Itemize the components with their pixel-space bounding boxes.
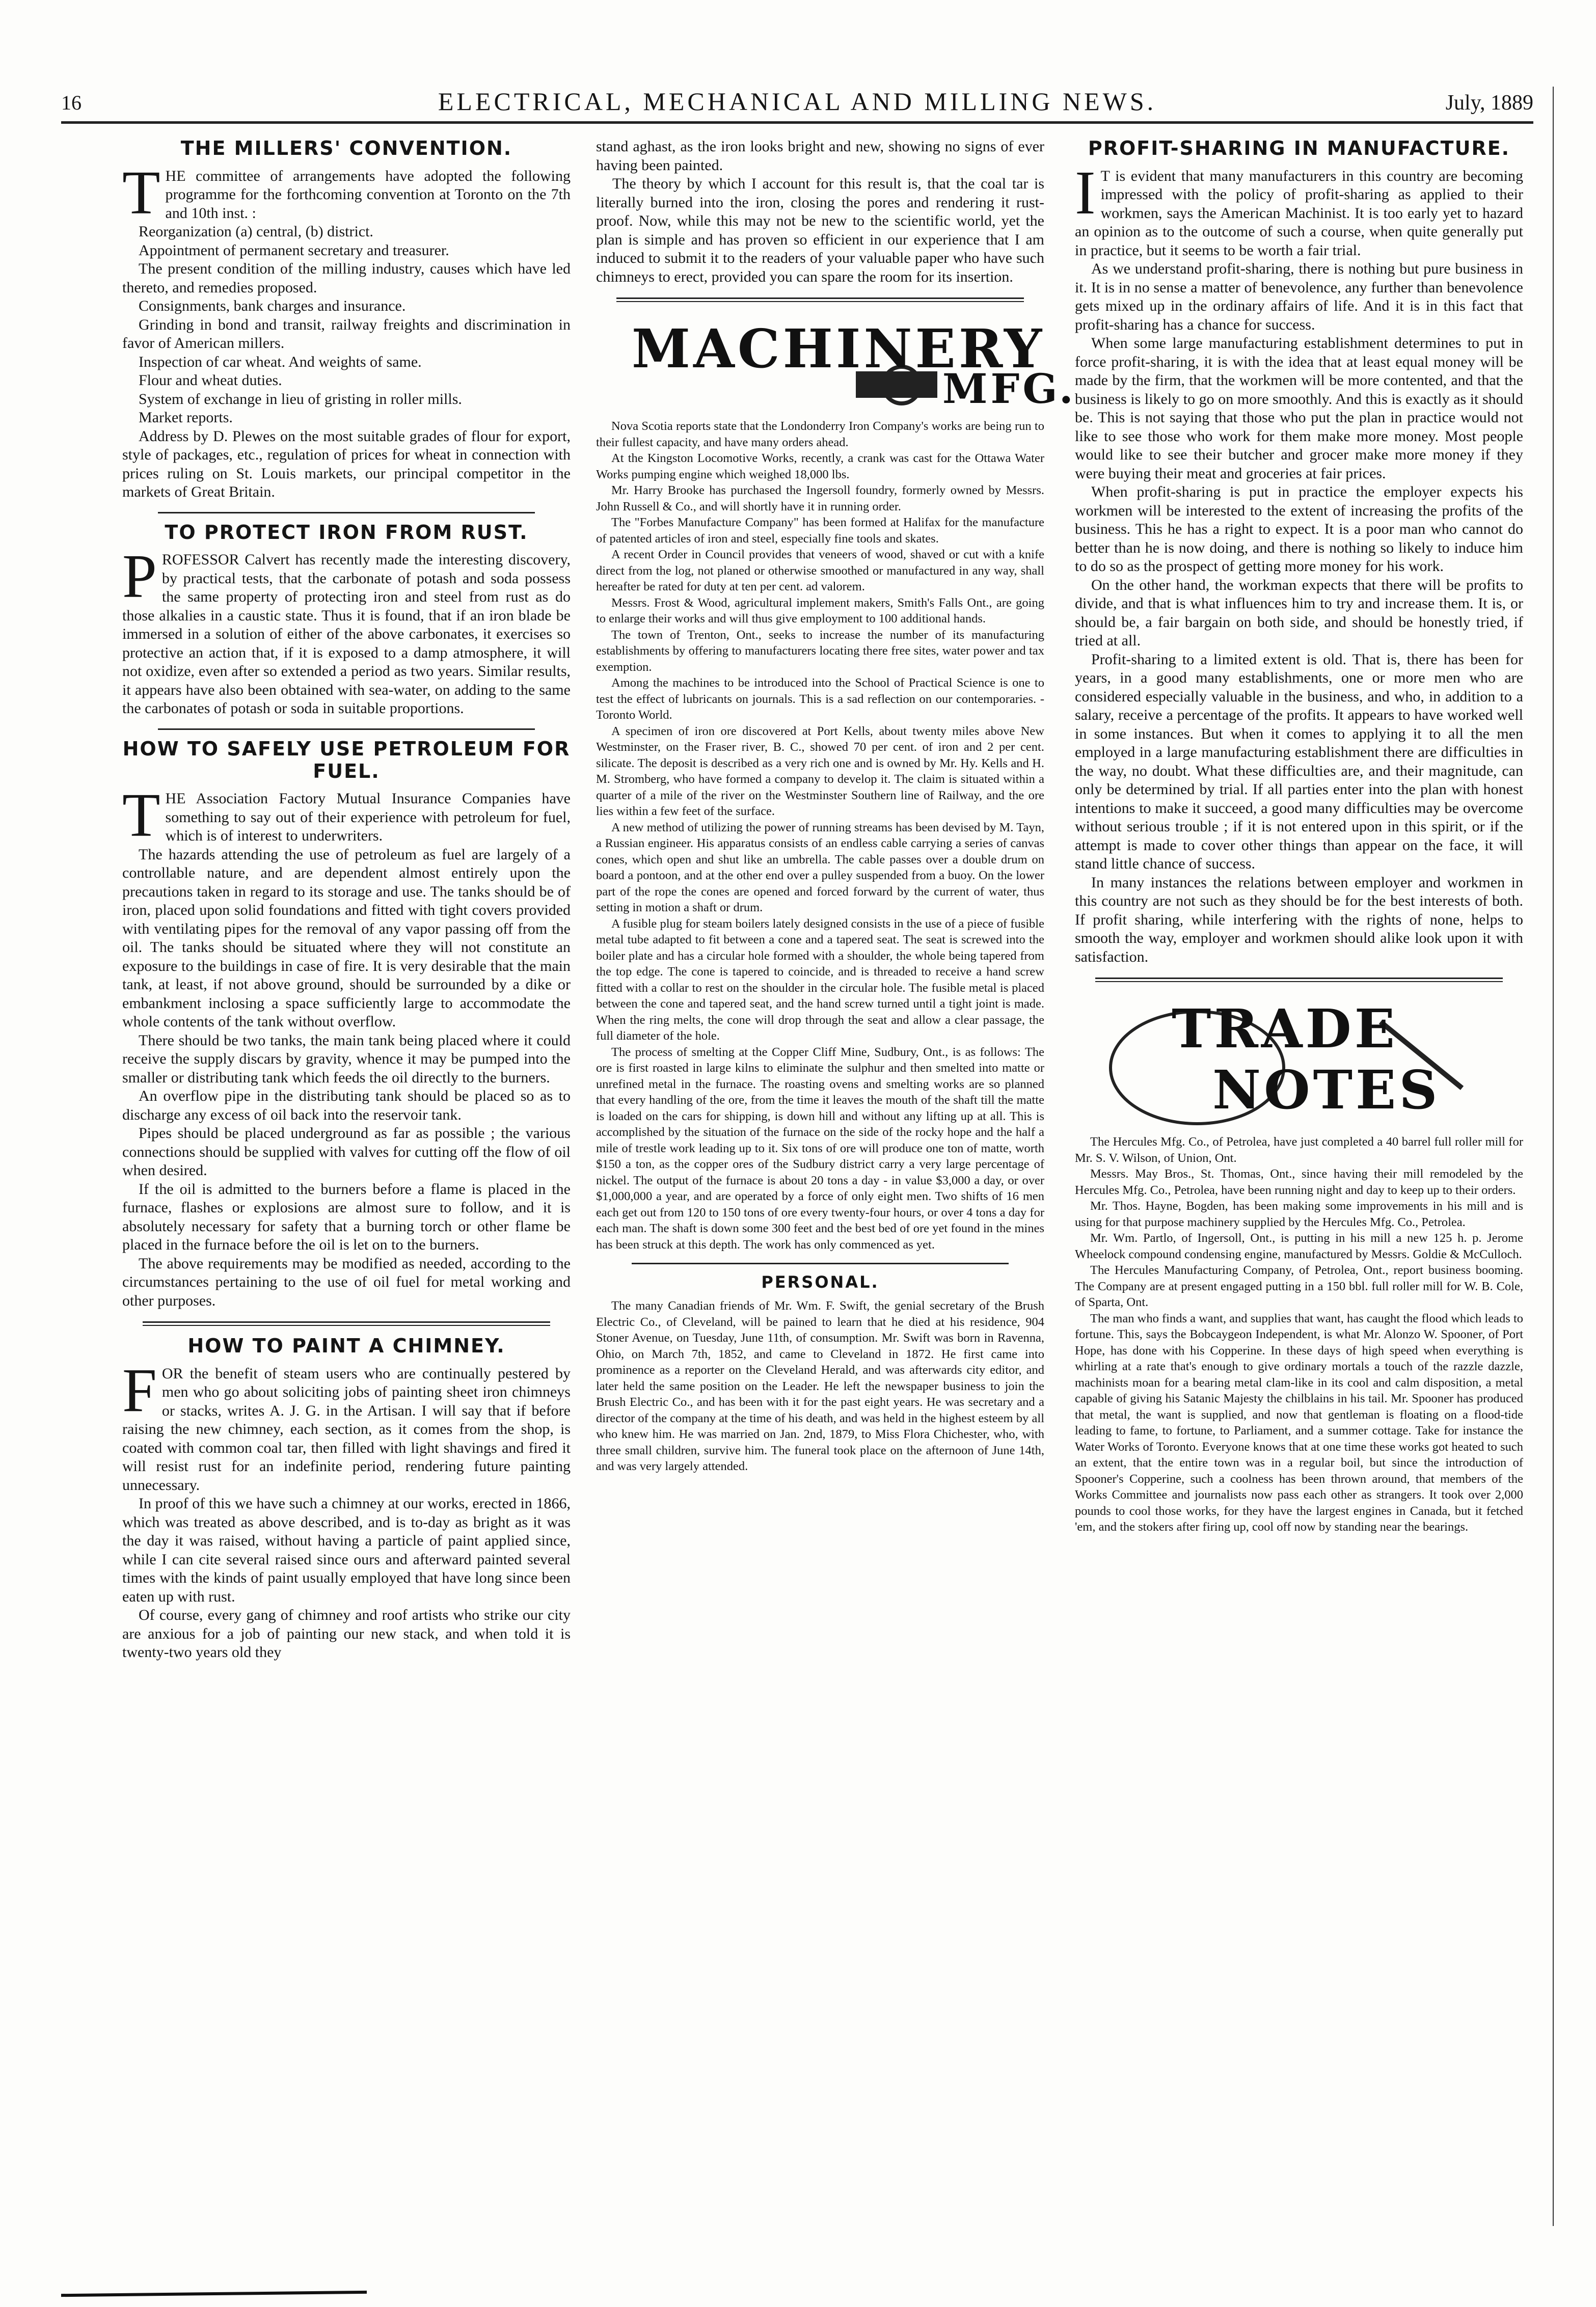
petroleum-paragraph: An overflow pipe in the distributing tank should be placed so as to discharge any excess of oil back into the reservoir tank. [122, 1088, 571, 1123]
trade-notes-logo-art [1095, 991, 1503, 1129]
petroleum-paragraph: The above requirements may be modified as needed, according to the circumstances pertaining to the use of oil fuel for metal working and other purposes. [122, 1255, 571, 1309]
programme-item: Grinding in bond and transit, railway freights and discrimination in favor of American millers. [122, 316, 571, 352]
page-number: 16 [61, 91, 82, 114]
trade-notes-list [1075, 1134, 1523, 1535]
news-item: The "Forbes Manufacture Company" has been formed at Halifax for the manufacture of patented articles of iron and steel, especially fine tools and skates. [596, 515, 1044, 546]
profit-paragraph: When profit-sharing is put in practice the employer expects his workmen will be interested to the extent of increasing the profits of the business. This he has a right to expect. It is a poor man who cannot do better than he is now doing, and there is nothing so likely to induce him to do so as the prospect of getting more money for his work. [1075, 483, 1523, 575]
logo-suffix: MFG. [942, 365, 1076, 413]
heading-paint-chimney: HOW TO PAINT A CHIMNEY. [187, 1335, 505, 1358]
programme-item: The present condition of the milling industry, causes which have led thereto, and remedies proposed. [122, 260, 571, 296]
petroleum-paragraph: THE Association Factory Mutual Insurance Companies have something to say out of their experience with petroleum for fuel, which is of interest to underwriters. [122, 781, 571, 850]
trade-note: Mr. Wm. Partlo, of Ingersoll, Ont., is putting in his mill a new 125 h. p. Jerome Wheelock compound condensing engine, manufactured by Messrs. Goldie & McCulloch. [1075, 1231, 1523, 1261]
double-divider [143, 1321, 550, 1326]
news-item: The process of smelting at the Copper Cliff Mine, Sudbury, Ont., is as follows: The ore is first roasted in large kilns to eliminate the sulphur and then smelted into matte or unrefined metal in the furnace. The roasting ovens and smelting works are so planned that every handling of the ore, from the time it leaves the mouth of the shaft till the matte is loaded on the cars for shipping, is down hill and without any lifting up at all. This is accomplished by the situation of the furnace on the side of the rocky hope and the half a mile of trestle work leading up to it. Six tons of ore will produce one ton of matte, worth $150 a ton, as the copper ores of the Sudbury district carry a very large percentage of nickel. The output of the furnace is about 20 tons a day - in value $3,000 a day, or over $1,000,000 a year, and are operated by a force of only eight men. Two shifts of 16 men each get out from 120 to 150 tons of ore every twenty-four hours, or over 4 tons a day for each man. The shaft is down some 300 feet and the best bed of ore yet found in the mines has been struck at this depth. The work has only commenced as yet. [596, 1045, 1044, 1252]
logo-word-notes: NOTES [1212, 1058, 1441, 1122]
news-item: At the Kingston Locomotive Works, recently, a crank was cast for the Ottawa Water Works pumping engine which weighed 18,000 lbs. [596, 451, 1044, 481]
trade-note: Mr. Thos. Hayne, Bogden, has been making some improvements in his mill and is using for that purpose machinery supplied by the Hercules Mfg. Co., Petrolea. [1075, 1199, 1523, 1229]
double-divider [616, 297, 1024, 302]
chimney-paragraph: In proof of this we have such a chimney at our works, erected in 1866, which was treated as above described, and is to-day as bright as it was the day it was raised, without having a particle of paint applied since, while I can cite several raised since ours and afterward painted several times with the kinds of paint usually employed that have long since been eaten up with rust. [122, 1495, 571, 1605]
programme-list [122, 223, 571, 427]
bleed-through-margin [1553, 87, 1594, 2226]
heading-profit-sharing: PROFIT-SHARING IN MANUFACTURE. [1088, 137, 1510, 159]
divider [158, 728, 535, 730]
news-item: The town of Trenton, Ont., seeks to increase the number of its manufacturing establishments by offering to manufacturers locating there free sites, water power and tax exemption. [596, 628, 1044, 674]
programme-item: Appointment of permanent secretary and treasurer. [139, 241, 449, 259]
logo-word: MACHINERY [632, 317, 1045, 380]
double-divider [1095, 978, 1503, 982]
masthead [61, 87, 1533, 117]
trade-note: The Hercules Mfg. Co., of Petrolea, have just completed a 40 barrel full roller mill for Mr. S. V. Wilson, of Union, Ont. [1075, 1135, 1523, 1165]
profit-paragraph: In many instances the relations between employer and workmen in this country are not such as they should be for the best interests of both. If profit sharing, while interfering with the rights of none, helps to smooth the way, employer and workmen should alike look upon it with satisfaction. [1075, 874, 1523, 965]
programme-item: Inspection of car wheat. And weights of same. [139, 353, 422, 370]
personal-paragraph: The many Canadian friends of Mr. Wm. F. Swift, the genial secretary of the Brush Electric Co., of Cleveland, will be pained to learn that he died at his residence, 904 Stoner Avenue, on Tuesday, June 11th, of consumption. Mr. Swift was born in Ravenna, Ohio, on March 7th, 1852, and came to Cleveland in 1872. He first came into prominence as a reporter on the Cleveland Herald, and was afterwards city editor, and later held the same position on the Leader. He left the newspaper business to join the Brush Electric Co., and has been with it for the past eight years. He was secretary and a director of the company at the time of his death, and was held in the highest esteem by all who knew him. He was married on Jan. 2nd, 1879, to Miss Flora Chichester, who, with three small children, survive him. The funeral took place on the afternoon of June 14th, and was very largely attended. [596, 1299, 1044, 1473]
news-item: A specimen of iron ore discovered at Port Kells, about twenty miles above New Westminster, on the Fraser river, B. C., showed 70 per cent. of iron and 2 per cent. silicate. The deposit is described as a very rich one and is owned by Mr. Hy. Kells and H. M. Stromberg, who have formed a company to develop it. The claim is situated within a quarter of a mile of the river on the Westminster Southern line of Railway, and the ore lies within a few feet of the surface. [596, 724, 1044, 818]
news-item: Mr. Harry Brooke has purchased the Ingersoll foundry, formerly owned by Messrs. John Russell & Co., and will shortly have it in running order. [596, 483, 1044, 513]
newspaper-title: ELECTRICAL, MECHANICAL AND MILLING NEWS. [438, 87, 1157, 116]
heading-petroleum-fuel: HOW TO SAFELY USE PETROLEUM FOR FUEL. [122, 737, 571, 782]
masthead-rule [61, 121, 1533, 124]
petroleum-paragraph: There should be two tanks, the main tank being placed where it could receive the supply discars by gravity, whence it may be pumped into the smaller or distributing tank which feeds the oil directly to the burners. [122, 1032, 571, 1086]
heading-protect-iron: TO PROTECT IRON FROM RUST. [165, 521, 528, 544]
programme-item: Flour and wheat duties. [139, 372, 282, 389]
chimney-continuation: The theory by which I account for this result is, that the coal tar is literally burned into the iron, closing the pores and rendering it rust-proof. Now, while this may not be new to the scientific world, yet the plan is simple and has proven so efficient in our experience that I am induced to submit it to the readers of your valuable paper who have such chimneys to erect, provided you can spare the room for its insertion. [596, 175, 1044, 285]
news-item: A recent Order in Council provides that veneers of wood, shaved or cut with a knife direct from the log, not planed or otherwise smoothed or manufactured in any way, shall hereafter be rated for duty at ten per cent. ad valorem. [596, 548, 1044, 593]
profit-paragraph: IT is evident that many manufacturers in this country are becoming impressed with the policy of profit-sharing as applied to their workmen, says the American Machinist. It is too early yet to hazard an opinion as to the outcome of such a course, when quite generally put in practice, but it seems to be worth a fair trial. [1075, 158, 1523, 259]
trade-note: Messrs. May Bros., St. Thomas, Ont., since having their mill remodeled by the Hercules Mfg. Co., Petrolea, have been running night and day to keep up to their orders. [1075, 1167, 1523, 1197]
petroleum-paragraph: Pipes should be placed underground as far as possible ; the various connections should be supplied with valves for cutting off the flow of oil when desired. [122, 1125, 571, 1179]
divider [158, 512, 535, 513]
millers-intro: THE committee of arrangements have adopted the following programme for the forthcoming convention at Toronto on the 7th and 10th inst. : [122, 158, 571, 227]
logo-word-trade: TRADE [1172, 997, 1398, 1061]
profit-paragraph: When some large manufacturing establishment determines to put in force profit-sharing, it is with the idea that at least equal money will be made by the firm, that the workmen will be more contented, and that the business is likely to go on more smoothly. And this is exactly as it should be. This is not saying that those who put the plan in practice would not like to see those who work for them make more money. Most people would like to see their butcher and grocer make more money if they were buying their meat and groceries at fair prices. [1075, 335, 1523, 482]
profit-paragraph: Profit-sharing to a limited extent is old. That is, there has been for years, in a good many establishments, one or more men who are considered especially valuable in the business, and who, in addition to a salary, receive a percentage of the profits. It appears to have worked well in some instances. But when it comes to applying it to all the men employed in a large manufacturing establishment there are difficulties in the way, no doubt. What these difficulties are, and their magnitude, can only be determined by trial. If all parties enter into the plan with honest intentions to make it succeed, a good many difficulties may be overcome without serious trouble ; if it is not entered upon in this spirit, or if the attempt is made to cover other things than appear on the face, it will stand little chance of success. [1075, 650, 1523, 873]
heading-personal: PERSONAL. [761, 1272, 879, 1292]
bottom-edge-mark [61, 2291, 367, 2297]
iron-paragraph: PROFESSOR Calvert has recently made the interesting discovery, by practical tests, that the carbonate of potash and soda possess the same property of protecting iron and steel from rust as do those alkalies in a caustic state. Thus it is found, that if an iron blade be immersed in a solution of either of the above carbonates, it exercises so protective an action that, if it is exposed to a damp atmosphere, it will not oxidize, even after so extended a period as two years. Similar results, it appears have also been obtained with sea-water, on adding to the same the carbonates of potash or soda in suitable proportions. [122, 542, 571, 717]
divider [632, 1263, 1009, 1264]
news-item: A new method of utilizing the power of running streams has been devised by M. Tayn, a Russian engineer. His apparatus consists of an endless cable carrying a series of canvas cones, which open and shut like an umbrella. The cable passes over a double drum on board a pontoon, and at the other end over a pulley suspended from a buoy. On the lower part of the rope the cones are opened and forced forward by the current of water, thus setting in motion a shaft or drum. [596, 820, 1044, 914]
petroleum-paragraph: If the oil is admitted to the burners before a flame is placed in the furnace, flashes or explosions are almost sure to follow, and it is absolutely necessary for safety that a burning torch or other flame be placed in the furnace before the oil is let on to the burners. [122, 1180, 571, 1254]
news-item: Nova Scotia reports state that the Londonderry Iron Company's works are being run to their fullest capacity, and have many orders ahead. [596, 419, 1044, 449]
programme-item: Consignments, bank charges and insurance. [139, 297, 406, 315]
chimney-paragraph: FOR the benefit of steam users who are continually pestered by men who go about soliciting jobs of painting sheet iron chimneys or stacks, writes A. J. G. in the Artisan. I will say that if before raising the new chimney, each section, as it comes from the shop, is coated with common coal tar, then filled with light shavings and fired it will resist rust for an indefinite period, rendering future painting unnecessary. [122, 1355, 571, 1494]
programme-item: Reorganization (a) central, (b) district. [139, 223, 373, 240]
programme-item: Market reports. [139, 409, 233, 426]
heading-millers-convention: THE MILLERS' CONVENTION. [180, 137, 512, 159]
chimney-paragraph: Of course, every gang of chimney and roof artists who strike our city are anxious for a job of painting our new stack, and when told it is twenty-two years old they [122, 1607, 571, 1661]
column-2 [596, 138, 1076, 1475]
column-3 [1075, 138, 1523, 1535]
news-item: Messrs. Frost & Wood, agricultural implement makers, Smith's Falls Ont., are going to enlarge their works and will thus give employment to 100 additional hands. [596, 595, 1044, 626]
chimney-continuation: stand aghast, as the iron looks bright and new, showing no signs of ever having been painted. [596, 138, 1044, 174]
trade-notes-logo [1095, 991, 1503, 1129]
trade-note: The Hercules Manufacturing Company, of Petrolea, Ont., report business booming. The Company are at present engaged putting in a 150 bbl. full roller mill for W. B. Cole, of Sparta, Ont. [1075, 1263, 1523, 1310]
machinery-mfg-logo [616, 311, 1076, 413]
news-item: A fusible plug for steam boilers lately designed consists in the use of a piece of fusible metal tube adapted to fit between a cone and a tapered seat. The seat is screwed into the boiler plate and has a circular hole formed with a shoulder, the whole being tapered from the top edge. The cone is tapered to coincide, and is threaded to receive a hand screw fitted with a collar to rest on the shoulder in the circular hole. The fusible metal is placed between the cone and tapered seat, and the hand screw turned until a tight joint is made. When the ring melts, the cone will drop through the seat and allow a clear passage, the full diameter of the hole. [596, 916, 1044, 1043]
news-item: Among the machines to be introduced into the School of Practical Science is one to test the effect of lubricants on journals. This is a sad reflection on our contemporaries. - Toronto World. [596, 676, 1044, 722]
column-1 [122, 138, 571, 1662]
profit-paragraph: On the other hand, the workman expects that there will be profits to divide, and that is what influences him to try and increase them. It is, or should be, a fair bargain on both side, and should be honestly tried, if tried at all. [1075, 576, 1523, 649]
machinery-logo-art [616, 311, 1076, 413]
petroleum-paragraph: The hazards attending the use of petroleum as fuel are largely of a controllable nature, and are dependent almost entirely upon the precautions taken in regard to its storage and use. The tanks should be of iron, placed upon solid foundations and fitted with tight covers provided with ventilating pipes for the removal of any vapor passing off from the oil. The tanks should be situated where they will not constitute an exposure to the buildings in case of fire. It is very desirable that the main tank, at least, if not above ground, should be surrounded by a dike or embankment inclosing a space sufficiently large to accommodate the whole contents of the tank without overflow. [122, 846, 571, 1030]
machinery-news-list [596, 418, 1044, 1253]
millers-closing: Address by D. Plewes on the most suitable grades of flour for export, style of packages, etc., regulation of prices for wheat in connection with prices ruling on St. Louis markets, our principal competitor in the markets of Great Britain. [122, 427, 571, 501]
trade-note: The man who finds a want, and supplies that want, has caught the flood which leads to fortune. This, says the Bobcaygeon Independent, is what Mr. Alonzo W. Spooner, of Port Hope, has done with his Copperine. In these days of high speed when everything is whirling at a rate that's enough to give ordinary mortals a touch of the razzle dazzle, machinists moan for a bearing metal clam-like in its cool and calm disposition, a metal capable of giving his Satanic Majesty the chilblains in his tail. Mr. Spooner has produced that metal, the want is supplied, and now that gentleman is floating on a flood-tide leading to fame, to fortune, to Parliament, and a summer cottage. Take for instance the Water Works of Toronto. Everyone knows that at one time these works got heated to such an extent, that the entire town was in a regular boil, but since the introduction of Spooner's Copperine, such a coolness has been thrown around, that members of the Works Committee and journalists now pass each other as strangers. It took over 2,000 pounds to cool those works, for they have the largest engines in Canada, but it fetched 'em, and the stokers after firing up, cool off now by standing near the bearings. [1075, 1311, 1523, 1534]
issue-date: July, 1889 [1445, 91, 1533, 115]
programme-item: System of exchange in lieu of gristing in roller mills. [139, 390, 462, 408]
profit-paragraph: As we understand profit-sharing, there is nothing but pure business in it. It is in no sense a matter of benevolence, any further than benevolence gets mixed up in the ordinary affairs of life. And it is in this fact that profit-sharing has a chance for success. [1075, 260, 1523, 333]
